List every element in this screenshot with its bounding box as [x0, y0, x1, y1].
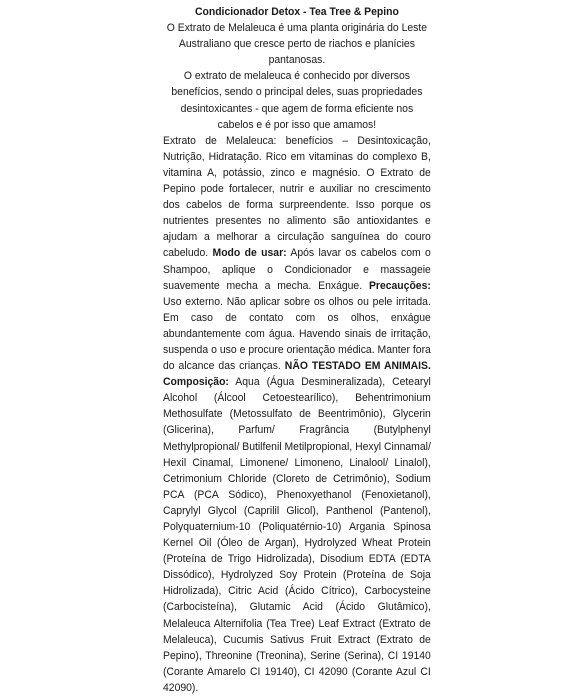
melaleuca-benefits-text: Extrato de Melaleuca: benefícios – Desintoxicação, Nutrição, Hidratação. Rico em vitaminas do complexo B, vitamina A, potássio, zinco e magnésio. O Extrato de Pepino pode fortalecer, nutrir e auxiliar no crescimento dos cabelos de forma surpreendente. Isso porque os nutrientes presentes no alimento são antioxidantes e ajudam a melhorar a circulação sanguínea do couro cabeludo. — [163, 134, 431, 260]
product-label-text — [163, 4, 431, 696]
composicao-text: Aqua (Água Desmineralizada), Cetearyl Alcohol (Álcool Cetoestearílico), Behentrimonium Methosulfate (Metossulfato de Beentrimônio), Glycerin (Glicerina), Parfum/ Fragrância (Butylphenyl Methylpropional/ Butilfenil Metilpropional, Hexyl Cinnamal/ Hexil Cinamal, Limonene/ Limoneno, Linalool/ Linalol), Cetrimonium Chloride (Cloreto de Cetrimônio), Sodium PCA (PCA Sódico), Phenoxyethanol (Fenoxietanol), Caprylyl Glycol (Caprilil Glicol), Panthenol (Pantenol), Polyquaternium-10 (Poliquatérnio-10) Argania Spinosa Kernel Oil (Óleo de Argan), Hydrolyzed Wheat Protein (Proteína de Trigo Hidrolizada), Disodium EDTA (EDTA Dissódico), Hydrolyzed Soy Protein (Proteína de Soja Hidrolizada), Citric Acid (Ácido Cítrico), Carbocysteine (Carbocisteína), Glutamic Acid (Ácido Glutâmico), Melaleuca Alternifolia (Tea Tree) Leaf Extract (Extrato de Melaleuca), Cucumis Sativus Fruit Extract (Extrato de Pepino), Threonine (Treonina), Serine (Serina), CI 19140 (Corante Amarelo CI 19140), CI 42090 (Corante Azul CI 42090). — [163, 376, 431, 694]
intro-paragraph: O Extrato de Melaleuca é uma planta originária do Leste Australiano que cresce perto de riachos e planícies pantanosas. — [166, 22, 428, 67]
precaucoes-label: Precauções: — [368, 279, 431, 292]
melaleuca-benefits-paragraph — [163, 133, 431, 696]
nao-testado-notice: NÃO TESTADO EM ANIMAIS. — [284, 360, 431, 373]
precaucoes-text: Uso externo. Não aplicar sobre os olhos ou pele irritada. Em caso de contato com os olhos, enxágue abundantemente com água. Havendo sinais de irritação, suspenda o uso e procure orientação médica. Manter fora do alcance das crianças. — [163, 295, 431, 373]
benefits-paragraph: O extrato de melaleuca é conhecido por diversos benefícios, sendo o principal deles, suas propriedades desintoxicantes - que agem de forma eficiente nos cabelos e é por isso que amamos! — [171, 70, 423, 131]
composicao-label: Composição: — [163, 376, 229, 389]
modo-de-usar-text: Após lavar os cabelos com o Shampoo, aplique o Condicionador e massageie suavemente mecha a mecha. Enxágue. — [163, 247, 431, 292]
product-title: Condicionador Detox - Tea Tree & Pepino — [194, 6, 399, 18]
modo-de-usar-label: Modo de usar: — [212, 247, 287, 260]
